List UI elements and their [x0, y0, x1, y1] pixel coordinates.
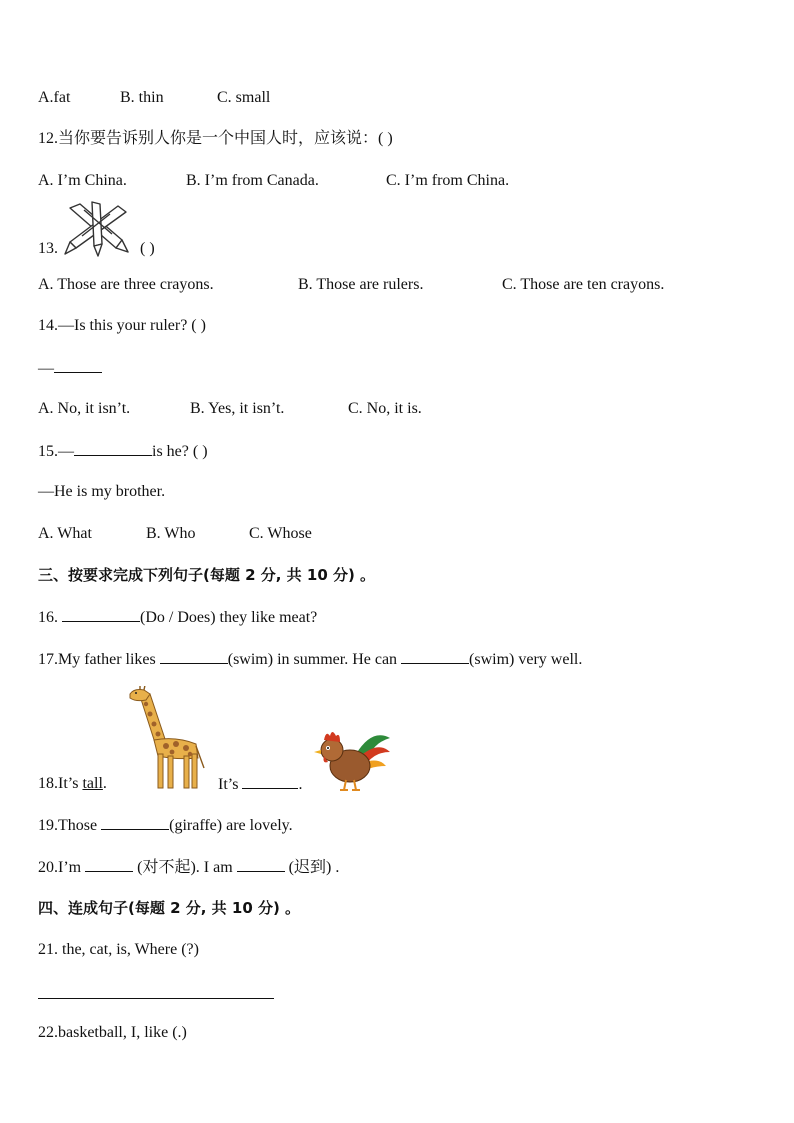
- crayons-icon: [62, 200, 132, 258]
- q15-reply: —He is my brother.: [38, 483, 166, 500]
- rooster-illustration: [312, 724, 392, 792]
- q20-suffix: (迟到) .: [284, 859, 340, 876]
- q13-number: 13.: [38, 240, 58, 257]
- q18-question: [38, 774, 107, 794]
- q15-option-a: A. What: [38, 525, 92, 542]
- q18-word-tall: tall: [82, 775, 103, 792]
- q16-blank: [62, 607, 140, 622]
- q21-question: 21. the, cat, is, Where (?): [38, 941, 199, 958]
- q13-answer-paren: ( ): [140, 240, 155, 257]
- q18-end: .: [298, 776, 303, 793]
- q15-option-b: B. Who: [146, 525, 196, 542]
- q14-option-b: B. Yes, it isn’t.: [190, 400, 285, 417]
- q19-blank: [101, 815, 169, 830]
- q15-prefix: 15.—: [38, 443, 74, 460]
- q14-question: 14.—Is this your ruler? ( ): [38, 317, 206, 334]
- q12-option-a: A. I’m China.: [38, 172, 127, 189]
- section-3-heading: 三、按要求完成下列句子(每题 2 分, 共 10 分) 。: [38, 566, 376, 584]
- q15-suffix: is he? ( ): [152, 443, 208, 460]
- q15-option-c: C. Whose: [249, 525, 312, 542]
- q12-option-c: C. I’m from China.: [386, 172, 510, 189]
- q17-part1: 17.My father likes: [38, 651, 160, 668]
- q11-option-a: A.fat: [38, 89, 71, 106]
- q20-mid: (对不起). I am: [133, 859, 237, 876]
- q15-question: [38, 441, 208, 462]
- q17-blank-1: [160, 649, 228, 664]
- q16-number: 16.: [38, 609, 62, 626]
- q17-blank-2: [401, 649, 469, 664]
- q22-question: 22.basketball, I, like (.): [38, 1024, 187, 1041]
- q20-prefix: 20.I’m: [38, 859, 86, 876]
- q18-mid: It’s: [218, 776, 243, 793]
- q17-part3: (swim) very well.: [469, 651, 583, 668]
- q13-option-a: A. Those are three crayons.: [38, 276, 214, 293]
- q19-question: [38, 815, 293, 836]
- q17-part2: (swim) in summer. He can: [227, 651, 402, 668]
- q19-prefix: 19.Those: [38, 817, 102, 834]
- q13-option-c: C. Those are ten crayons.: [502, 276, 665, 293]
- q14-option-a: A. No, it isn’t.: [38, 400, 131, 417]
- q17-question: [38, 649, 582, 670]
- q18-second-sentence: [218, 774, 302, 795]
- q20-question: [38, 857, 339, 878]
- q20-blank-2: [237, 857, 285, 872]
- q14-option-c: C. No, it is.: [348, 400, 422, 417]
- q12-question: 12.当你要告诉别人你是一个中国人时，应该说：( ): [38, 130, 393, 147]
- giraffe-illustration: [126, 686, 210, 790]
- q12-option-b: B. I’m from Canada.: [186, 172, 319, 189]
- q20-blank-1: [85, 857, 133, 872]
- q13-option-b: B. Those are rulers.: [298, 276, 424, 293]
- section-4-heading: 四、连成句子(每题 2 分, 共 10 分) 。: [38, 899, 301, 917]
- q16-question: [38, 607, 317, 628]
- q14-answer-dash: —: [38, 360, 54, 377]
- q16-suffix: (Do / Does) they like meat?: [140, 609, 318, 626]
- q18-blank: [242, 774, 298, 789]
- q11-option-b: B. thin: [120, 89, 164, 106]
- q11-option-c: C. small: [217, 89, 271, 106]
- q21-answer-line: [38, 998, 274, 999]
- q18-prefix: 18.It’s: [38, 775, 83, 792]
- q14-answer-blank: [54, 358, 102, 373]
- q15-blank: [74, 441, 152, 456]
- q18-dot: .: [102, 775, 107, 792]
- q14-answer-line: [38, 358, 102, 379]
- q19-suffix: (giraffe) are lovely.: [169, 817, 293, 834]
